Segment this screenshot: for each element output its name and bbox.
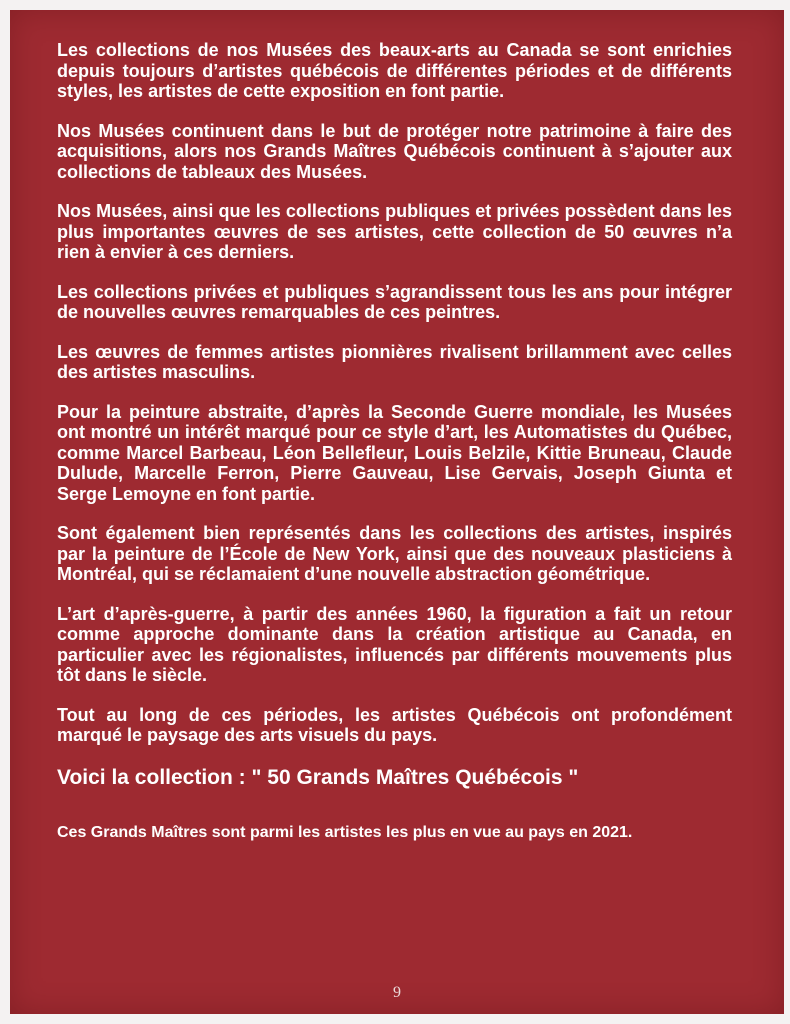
paragraph-acquisitions: Nos Musées continuent dans le but de protéger notre patrimoine à faire des acquisitions, alors nos Grands Maîtres Québécois continuent à s’ajouter aux collections de tableaux des Musées. — [57, 120, 732, 182]
document-page — [10, 10, 784, 1014]
paragraph-collections-enrichment: Les collections de nos Musées des beaux-arts au Canada se sont enrichies depuis toujours d’artistes québécois de différentes périodes et de différents styles, les artistes de cette exposition en font partie. — [57, 40, 732, 101]
document-body — [57, 40, 732, 843]
paragraph-new-york-school: Sont également bien représentés dans les collections des artistes, inspirés par la peinture de l’École de New York, ainsi que des nouveaux plasticiens à Montréal, qui se réclamaient d’une nouvelle abstraction géométrique. — [57, 523, 732, 584]
paragraph-visual-arts-landscape: Tout au long de ces périodes, les artistes Québécois ont profondément marqué le paysage des arts visuels du pays. — [57, 704, 732, 745]
closing-statement: Ces Grands Maîtres sont parmi les artistes les plus en vue au pays en 2021. — [57, 823, 633, 841]
paragraph-women-artists: Les œuvres de femmes artistes pionnières rivalisent brillamment avec celles des artistes masculins. — [57, 341, 732, 382]
paragraph-postwar-art: L’art d’après-guerre, à partir des années 1960, la figuration a fait un retour comme approche dominante dans la création artistique au Canada, en particulier avec les régionalistes, influencés par différents mouvements plus tôt dans le siècle. — [57, 603, 732, 685]
paragraph-collections-growth: Les collections privées et publiques s’agrandissent tous les ans pour intégrer de nouvelles œuvres remarquables de ces peintres. — [57, 281, 732, 322]
page-number: 9 — [393, 984, 401, 1001]
collection-heading: Voici la collection : " 50 Grands Maîtres Québécois " — [57, 765, 579, 789]
paragraph-public-private-collections: Nos Musées, ainsi que les collections publiques et privées possèdent dans les plus importantes œuvres de ses artistes, cette collection de 50 œuvres n’a rien à envier à ces derniers. — [57, 201, 732, 262]
paragraph-abstract-painting: Pour la peinture abstraite, d’après la Seconde Guerre mondiale, les Musées ont montré un intérêt marqué pour ce style d’art, les Automatistes du Québec, comme Marcel Barbeau, Léon Bellefleur, Louis Belzile, Kittie Bruneau, Claude Dulude, Marcelle Ferron, Pierre Gauveau, Lise Gervais, Joseph Giunta et Serge Lemoyne en font partie. — [57, 401, 732, 504]
